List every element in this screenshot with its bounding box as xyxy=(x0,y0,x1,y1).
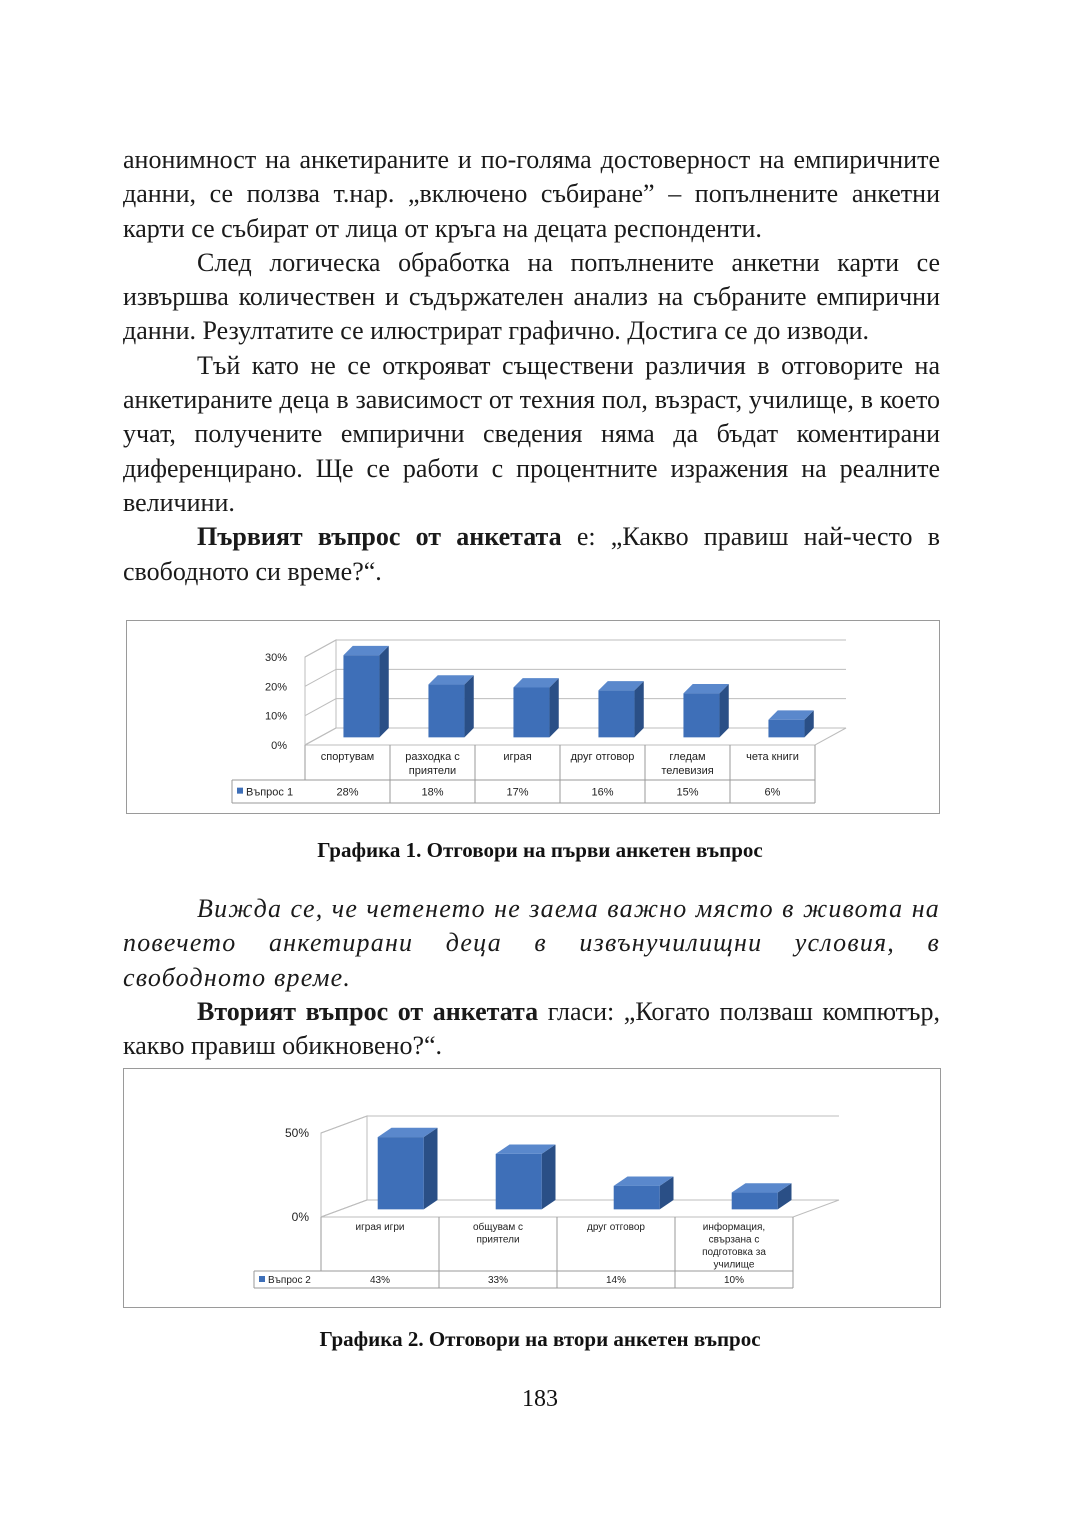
data-value-label: 10% xyxy=(723,1275,745,1286)
chart-side-wall xyxy=(305,640,336,745)
data-value-label: 43% xyxy=(369,1275,391,1286)
bar-side xyxy=(379,646,388,737)
bar xyxy=(496,1154,542,1209)
category-label: гледам xyxy=(669,751,706,763)
bar xyxy=(598,690,634,737)
y-tick-label: 0% xyxy=(291,1210,309,1224)
category-label: играя игри xyxy=(355,1222,405,1233)
bar xyxy=(768,720,804,738)
category-label: друг отговор xyxy=(570,751,635,763)
bar-side xyxy=(719,684,728,737)
data-value-label: 16% xyxy=(591,786,614,799)
chart-side-wall xyxy=(321,1116,367,1217)
question-1-text: е: „Какво правиш най-често в свободното си време?“. xyxy=(123,522,940,586)
data-value-label: 33% xyxy=(487,1275,509,1286)
category-label: спортувам xyxy=(320,751,375,763)
question-2-text: гласи: „Когато ползваш компютър, какво правиш обикновено?“. xyxy=(123,996,940,1061)
y-tick-label: 50% xyxy=(284,1126,309,1140)
legend-label: Въпрос 2 xyxy=(268,1275,311,1286)
category-label: приятели xyxy=(476,1234,520,1246)
bar-side xyxy=(424,1128,438,1210)
data-value-label: 18% xyxy=(421,786,444,799)
chart-1 xyxy=(127,621,939,813)
chart-2-caption: Графика 2. Отговори на втори анкетен въпрос xyxy=(319,1327,761,1351)
chart-2-frame xyxy=(123,1068,941,1308)
y-tick-label: 0% xyxy=(271,740,287,752)
bar xyxy=(732,1193,778,1210)
chart-1-caption: Графика 1. Отговори на първи анкетен въпрос xyxy=(317,838,763,862)
paragraph-6 xyxy=(123,995,940,1064)
bar-side xyxy=(634,681,643,737)
bar-side xyxy=(549,678,558,737)
bar xyxy=(428,685,464,738)
legend-swatch xyxy=(259,1276,265,1282)
category-label: подготовка за xyxy=(702,1247,766,1258)
y-tick-label: 10% xyxy=(264,710,287,723)
category-label: играя xyxy=(503,751,532,763)
chart-1-frame xyxy=(126,620,940,814)
bar xyxy=(683,693,719,737)
question-1-heading: Първият въпрос от анкетата xyxy=(197,522,562,552)
category-label: приятели xyxy=(408,765,457,777)
body-text xyxy=(123,143,940,589)
paragraph-1: анонимност на анкетираните и по-голяма достоверност на емпиричните данни, се ползва т.нар. „включено събиране” – попълнените анкетни карти се събират от лица от кръга на децата респонденти. xyxy=(123,145,940,243)
body-text-2 xyxy=(123,892,940,1063)
chart-2 xyxy=(124,1069,940,1307)
bar xyxy=(378,1137,424,1209)
category-label: информация, xyxy=(702,1222,766,1233)
category-label: чета книги xyxy=(746,751,799,763)
page-number: 183 xyxy=(522,1386,558,1412)
data-value-label: 6% xyxy=(764,786,781,799)
paragraph-5: Вижда се, че четенето не заема важно място в живота на повечето анкетирани деца в извънучилищни условия, в свободното време. xyxy=(123,894,940,992)
data-value-label: 14% xyxy=(605,1275,627,1286)
y-tick-label: 20% xyxy=(264,681,287,694)
bar-side xyxy=(542,1145,556,1210)
paragraph-4 xyxy=(123,520,940,589)
data-value-label: 28% xyxy=(336,786,359,799)
legend-label: Въпрос 1 xyxy=(246,786,294,799)
bar xyxy=(513,687,549,737)
bar xyxy=(343,655,379,737)
category-label: телевизия xyxy=(661,765,714,777)
category-label: разходка с xyxy=(405,751,460,763)
paragraph-2: След логическа обработка на попълнените анкетни карти се извършва количествен и съдържателен анализ на събраните емпирични данни. Резултатите се илюстрират графично. Достига се до изводи. xyxy=(123,247,940,346)
y-tick-label: 30% xyxy=(264,652,287,664)
legend-swatch xyxy=(237,788,243,794)
paragraph-3: Тъй като не се открояват съществени различия в отговорите на анкетираните деца в зависимост от техния пол, възраст, училище, в което учат, получените емпирични сведения няма да бъдат коментирани диференцирано. Ще се работи с процентните изражения на реалните величини. xyxy=(123,350,940,517)
bar-side xyxy=(464,675,473,737)
category-label: друг отговор xyxy=(587,1222,645,1233)
question-2-heading: Вторият въпрос от анкетата xyxy=(197,996,539,1026)
category-label: училище xyxy=(713,1259,755,1271)
bar xyxy=(614,1186,660,1210)
category-label: общувам с xyxy=(472,1222,524,1233)
data-value-label: 15% xyxy=(676,786,699,799)
category-label: свързана с xyxy=(708,1234,760,1246)
data-value-label: 17% xyxy=(506,786,529,799)
